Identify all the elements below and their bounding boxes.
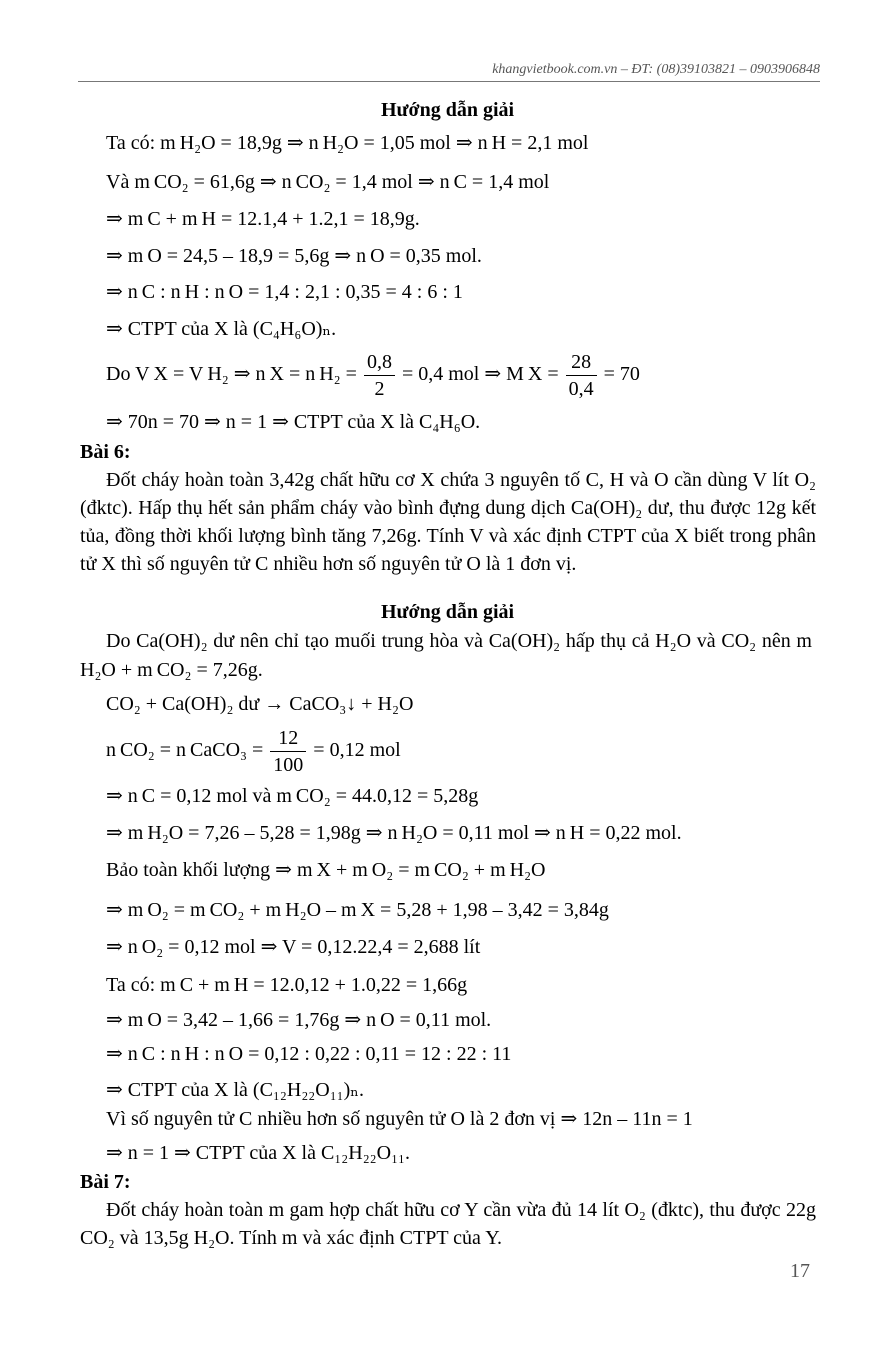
problem-title-bai6: Bài 6: xyxy=(80,441,131,463)
problem-text-bai6: Đốt cháy hoàn toàn 3,42g chất hữu cơ X chứa 3 nguyên tố C, H và O cần dùng V lít O₂ (đktc). Hấp thụ hết sản phẩm cháy vào bình đựng dung dịch Ca(OH)₂ dư, thu được 12g kết tủa, đồng thời khối lượng bình tăng 7,26g. Tính V và xác định CTPT của X biết trong phân tử X thì số nguyên tử C nhiều hơn số nguyên tử O là 1 đơn vị. xyxy=(80,469,816,575)
fraction-12-over-100 xyxy=(270,725,306,778)
header-rule xyxy=(78,81,820,82)
solution-line: ⇒ n C = 0,12 mol và m CO₂ = 44.0,12 = 5,28g xyxy=(106,785,479,807)
solution-line: Và m CO₂ = 61,6g ⇒ n CO₂ = 1,4 mol ⇒ n C = 1,4 mol xyxy=(106,171,550,193)
solution-line: ⇒ n O₂ = 0,12 mol ⇒ V = 0,12.22,4 = 2,688 lít xyxy=(106,936,481,958)
molar-mass-prefix: Do V X = V H₂ ⇒ n X = n H₂ = xyxy=(106,363,357,385)
problem-text-bai7: Đốt cháy hoàn toàn m gam hợp chất hữu cơ Y cần vừa đủ 14 lít O₂ (đktc), thu được 22g CO₂ và 13,5g H₂O. Tính m và xác định CTPT của Y. xyxy=(80,1199,816,1249)
page-number: 17 xyxy=(790,1260,810,1282)
molar-mass-suffix: = 70 xyxy=(603,363,640,385)
fraction-28-over-0-4 xyxy=(566,349,597,402)
fraction-denominator: 0,4 xyxy=(568,377,594,400)
nco2-suffix: = 0,12 mol xyxy=(313,739,401,761)
solution-line: ⇒ m O₂ = m CO₂ + m H₂O – m X = 5,28 + 1,98 – 3,42 = 3,84g xyxy=(106,899,609,921)
solution-intro: Do Ca(OH)₂ dư nên chỉ tạo muối trung hòa và Ca(OH)₂ hấp thụ cả H₂O và CO₂ nên m H₂O + m CO₂ = 7,26g. xyxy=(80,630,816,681)
fraction-0-8-over-2 xyxy=(364,349,395,402)
page-header: khangvietbook.com.vn – ĐT: (08)39103821 – 0903906848 xyxy=(492,62,820,77)
solution-line: ⇒ n C : n H : n O = 0,12 : 0,22 : 0,11 = 12 : 22 : 11 xyxy=(106,1043,512,1065)
solution-line: ⇒ m O = 3,42 – 1,66 = 1,76g ⇒ n O = 0,11 mol. xyxy=(106,1009,492,1031)
solution-heading: Hướng dẫn giải xyxy=(380,99,515,121)
molar-mass-line xyxy=(106,346,640,402)
solution-line: ⇒ 70n = 70 ⇒ n = 1 ⇒ CTPT của X là C₄H₆O. xyxy=(106,411,481,433)
solution-line: Ta có: m H₂O = 18,9g ⇒ n H₂O = 1,05 mol ⇒ n H = 2,1 mol xyxy=(106,132,589,154)
solution-line: Ta có: m C + m H = 12.0,12 + 1.0,22 = 1,66g xyxy=(106,974,468,996)
nco2-prefix: n CO₂ = n CaCO₃ = xyxy=(106,739,264,761)
reaction-equation: CO₂ + Ca(OH)₂ dư → CaCO₃↓ + H₂O xyxy=(106,693,414,715)
solution-line: ⇒ m H₂O = 7,26 – 5,28 = 1,98g ⇒ n H₂O = 0,11 mol ⇒ n H = 0,22 mol. xyxy=(106,822,682,844)
fraction-numerator: 12 xyxy=(270,725,306,752)
nco2-line xyxy=(106,722,401,778)
fraction-numerator: 0,8 xyxy=(364,349,395,376)
solution-line: ⇒ m C + m H = 12.1,4 + 1.2,1 = 18,9g. xyxy=(106,208,420,230)
molar-mass-mid: = 0,4 mol ⇒ M X = xyxy=(401,363,559,385)
solution-heading: Hướng dẫn giải xyxy=(380,601,515,623)
solution-line: Bảo toàn khối lượng ⇒ m X + m O₂ = m CO₂ + m H₂O xyxy=(106,859,546,881)
fraction-numerator: 28 xyxy=(566,349,597,376)
solution-line: Vì số nguyên tử C nhiều hơn số nguyên tử O là 2 đơn vị ⇒ 12n – 11n = 1 xyxy=(106,1108,693,1130)
problem-title-bai7: Bài 7: xyxy=(80,1171,131,1193)
solution-line: ⇒ m O = 24,5 – 18,9 = 5,6g ⇒ n O = 0,35 mol. xyxy=(106,245,482,267)
solution-line: ⇒ CTPT của X là (C₁₂H₂₂O₁₁)ₙ. xyxy=(106,1079,364,1101)
fraction-denominator: 100 xyxy=(273,753,304,776)
solution-line: ⇒ n C : n H : n O = 1,4 : 2,1 : 0,35 = 4 : 6 : 1 xyxy=(106,281,463,303)
solution-line: ⇒ CTPT của X là (C₄H₆O)ₙ. xyxy=(106,318,337,340)
solution-line: ⇒ n = 1 ⇒ CTPT của X là C₁₂H₂₂O₁₁. xyxy=(106,1142,411,1164)
fraction-denominator: 2 xyxy=(374,377,385,400)
